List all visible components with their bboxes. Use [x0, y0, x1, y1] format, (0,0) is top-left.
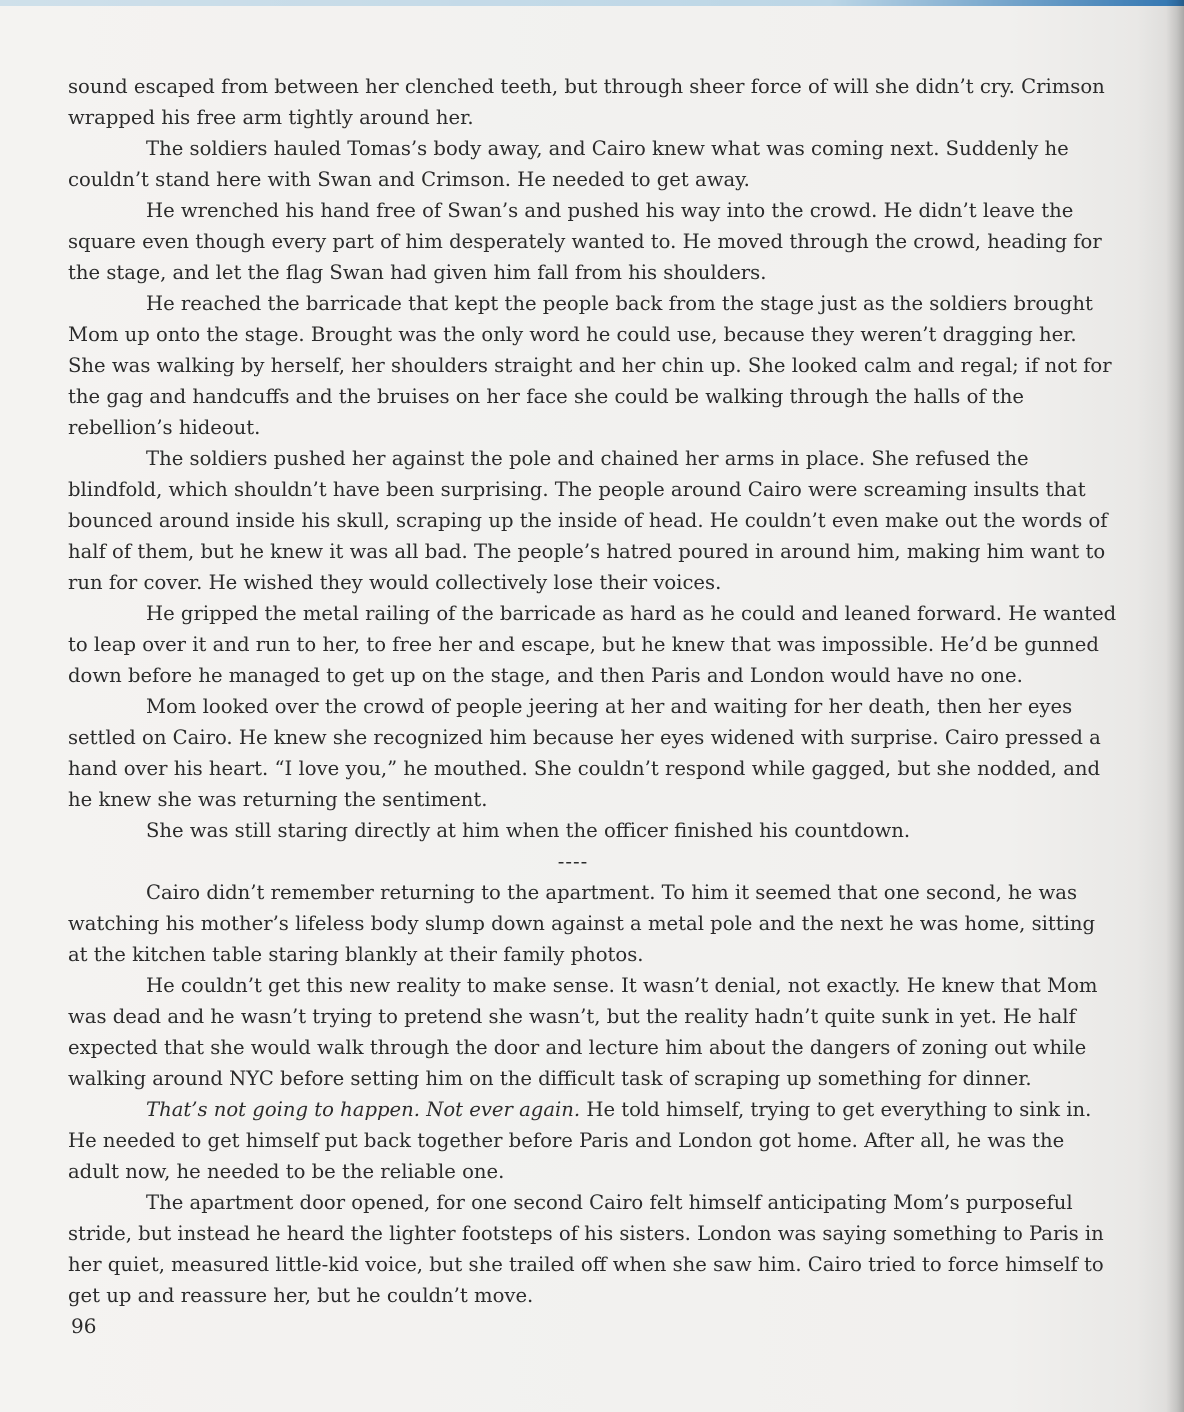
page-number: 96 [71, 1314, 97, 1338]
scene-separator: ---- [557, 850, 589, 873]
paragraph: The apartment door opened, for one second Cairo felt himself anticipating Mom’s purposeful stride, but instead he heard the lighter footsteps of his sisters. London was saying something to Paris in her quiet, measured little-kid voice, but she trailed off when she saw him. Cairo tried to force himself to get up and reassure her, but he couldn’t move. [68, 1191, 1104, 1307]
paragraph: Mom looked over the crowd of people jeering at her and waiting for her death, then her eyes settled on Cairo. He knew she recognized him because her eyes widened with surprise. Cairo pressed a hand over his heart. “I love you,” he mouthed. She couldn’t respond while gagged, but she nodded, and he knew she was returning the sentiment. [68, 695, 1101, 811]
paragraph [68, 1094, 1120, 1187]
paragraph: The soldiers pushed her against the pole and chained her arms in place. She refused the blindfold, which shouldn’t have been surprising. The people around Cairo were screaming insults that bounced around inside his skull, scraping up the inside of head. He couldn’t even make out the words of half of them, but he knew it was all bad. The people’s hatred poured in around him, making him want to run for cover. He wished they would collectively lose their voices. [68, 447, 1108, 594]
paragraph: He reached the barricade that kept the people back from the stage just as the soldiers brought Mom up onto the stage. Brought was the only word he could use, because they weren’t dragging her. She was walking by herself, her shoulders straight and her chin up. She looked calm and regal; if not for the gag and handcuffs and the bruises on her face she could be walking through the halls of the rebellion’s hideout. [68, 292, 1112, 439]
paragraph: He gripped the metal railing of the barricade as hard as he could and leaned forward. He wanted to leap over it and run to her, to free her and escape, but he knew that was impossible. He’d be gunned down before he managed to get up on the stage, and then Paris and London would have no one. [68, 602, 1117, 687]
italic-thought: That’s not going to happen. Not ever again. [146, 1098, 581, 1121]
gutter-shadow [1166, 0, 1184, 1412]
body-text [68, 71, 1120, 1311]
paragraph: She was still staring directly at him when the officer finished his countdown. [146, 819, 911, 842]
paragraph: The soldiers hauled Tomas’s body away, and Cairo knew what was coming next. Suddenly he couldn’t stand here with Swan and Crimson. He needed to get away. [68, 137, 1069, 191]
paragraph: sound escaped from between her clenched teeth, but through sheer force of will she didn’t cry. Crimson wrapped his free arm tightly around her. [68, 75, 1105, 129]
paragraph: He wrenched his hand free of Swan’s and pushed his way into the crowd. He didn’t leave the square even though every part of him desperately wanted to. He moved through the crowd, heading for the stage, and let the flag Swan had given him fall from his shoulders. [68, 199, 1102, 284]
paragraph: He couldn’t get this new reality to make sense. It wasn’t denial, not exactly. He knew that Mom was dead and he wasn’t trying to pretend she wasn’t, but the reality hadn’t quite sunk in yet. He half expected that she would walk through the door and lecture him about the dangers of zoning out while walking around NYC before setting him on the difficult task of scraping up something for dinner. [68, 974, 1098, 1090]
page-top-edge [0, 0, 1184, 6]
paragraph-rest: He told himself, trying to get everything to sink in. He needed to get himself put back together before Paris and London got home. After all, he was the adult now, he needed to be the reliable one. [68, 1098, 1092, 1183]
paragraph: Cairo didn’t remember returning to the apartment. To him it seemed that one second, he was watching his mother’s lifeless body slump down against a metal pole and the next he was home, sitting at the kitchen table staring blankly at their family photos. [68, 881, 1096, 966]
